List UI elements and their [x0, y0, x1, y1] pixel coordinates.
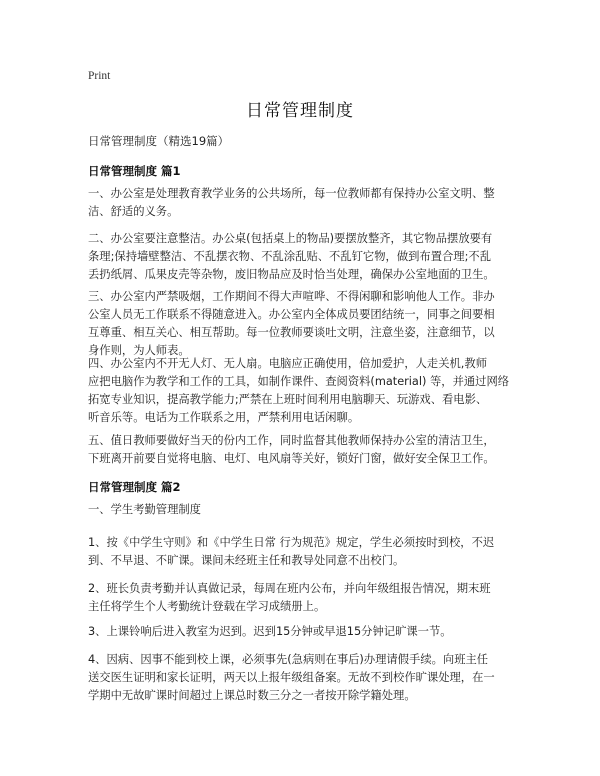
paragraph-line: 2、班长负责考勤并认真做记录，每周在班内公布，并向年级组报告情况，期末班	[88, 582, 491, 595]
paragraph-line: 拓宽专业知识，提高教学能力;严禁在上班时间利用电脑聊天、玩游戏、看电影、	[88, 393, 488, 406]
paragraph-line: 主任将学生个人考勤统计登载在学习成绩册上。	[88, 600, 326, 613]
paragraph-line: 应把电脑作为教学和工作的工具，如制作课件、查阅资料(material) 等，并通过网络	[88, 375, 510, 388]
paragraph-line: 一、办公室是处理教育教学业务的公共场所，每一位教师都有保持办公室文明、整	[88, 187, 495, 200]
section-heading-1: 日常管理制度 篇1	[88, 164, 181, 178]
paragraph	[88, 185, 514, 221]
paragraph	[88, 580, 514, 616]
document-subtitle: 日常管理制度（精选19篇）	[88, 134, 230, 148]
section-heading-2: 日常管理制度 篇2	[88, 480, 181, 494]
paragraph-line: 听音乐等。电话为工作联系之用，严禁利用电话闲聊。	[88, 411, 360, 424]
paragraph-line: 送交医生证明和家长证明，两天以上报年级组备案。无故不到校作旷课处理，在一	[88, 671, 495, 684]
paragraph-line: 1、按《中学生守则》和《中学生日常 行为规范》规定，学生必须按时到校，不迟	[88, 536, 495, 549]
paragraph	[88, 432, 514, 468]
document-title: 日常管理制度	[246, 101, 354, 121]
paragraph-line: 条理;保持墙壁整洁、不乱摆衣物、不乱涂乱贴、不乱钉它物，做到布置合理;不乱	[88, 250, 492, 263]
paragraph-line: 3、上课铃响后进入教室为迟到。迟到15分钟或早退15分钟记旷课一节。	[88, 625, 452, 638]
paragraph-line: 公室人员无工作联系不得随意进入。办公室内全体成员要团结统一，同事之间要相	[88, 308, 495, 321]
paragraph-line: 互尊重、相互关心、相互帮助。每一位教师要谈吐文明，注意坐姿，注意细节，以	[88, 326, 495, 339]
paragraph-line: 四、办公室内不开无人灯、无人扇。电脑应正确使用，倍加爱护，人走关机,教师	[88, 357, 487, 370]
paragraph-line: 身作则，为人师表。	[88, 344, 190, 357]
paragraph	[88, 501, 514, 519]
paragraph-line: 下班离开前要自觉将电脑、电灯、电风扇等关好，锁好门窗，做好安全保卫工作。	[88, 452, 495, 465]
print-label: Print	[88, 70, 111, 82]
paragraph	[88, 651, 514, 705]
paragraph-line: 学期中无故旷课时间超过上课总时数三分之一者按开除学籍处理。	[88, 689, 416, 702]
paragraph	[88, 534, 514, 570]
paragraph-line: 到、不早退、不旷课。课间未经班主任和教导处同意不出校门。	[88, 554, 405, 567]
paragraph-line: 洁、舒适的义务。	[88, 205, 179, 218]
paragraph	[88, 288, 514, 360]
paragraph-line: 三、办公室内严禁吸烟，工作期间不得大声喧哗、不得闲聊和影响他人工作。非办	[88, 290, 495, 303]
paragraph	[88, 230, 514, 284]
paragraph-line: 一、学生考勤管理制度	[88, 503, 201, 516]
paragraph-line: 五、值日教师要做好当天的份内工作，同时监督其他教师保持办公室的清洁卫生，	[88, 434, 495, 447]
paragraph-line: 4、因病、因事不能到校上课，必须事先(急病则在事后)办理请假手续。向班主任	[88, 653, 489, 666]
paragraph-line: 丢扔纸屑、瓜果皮壳等杂物，废旧物品应及时恰当处理，确保办公室地面的卫生。	[88, 268, 495, 281]
paragraph-line: 二、办公室要注意整洁。办公桌(包括桌上的物品)要摆放整齐，其它物品摆放要有	[88, 232, 493, 245]
paragraph	[88, 623, 514, 641]
paragraph	[88, 355, 514, 427]
